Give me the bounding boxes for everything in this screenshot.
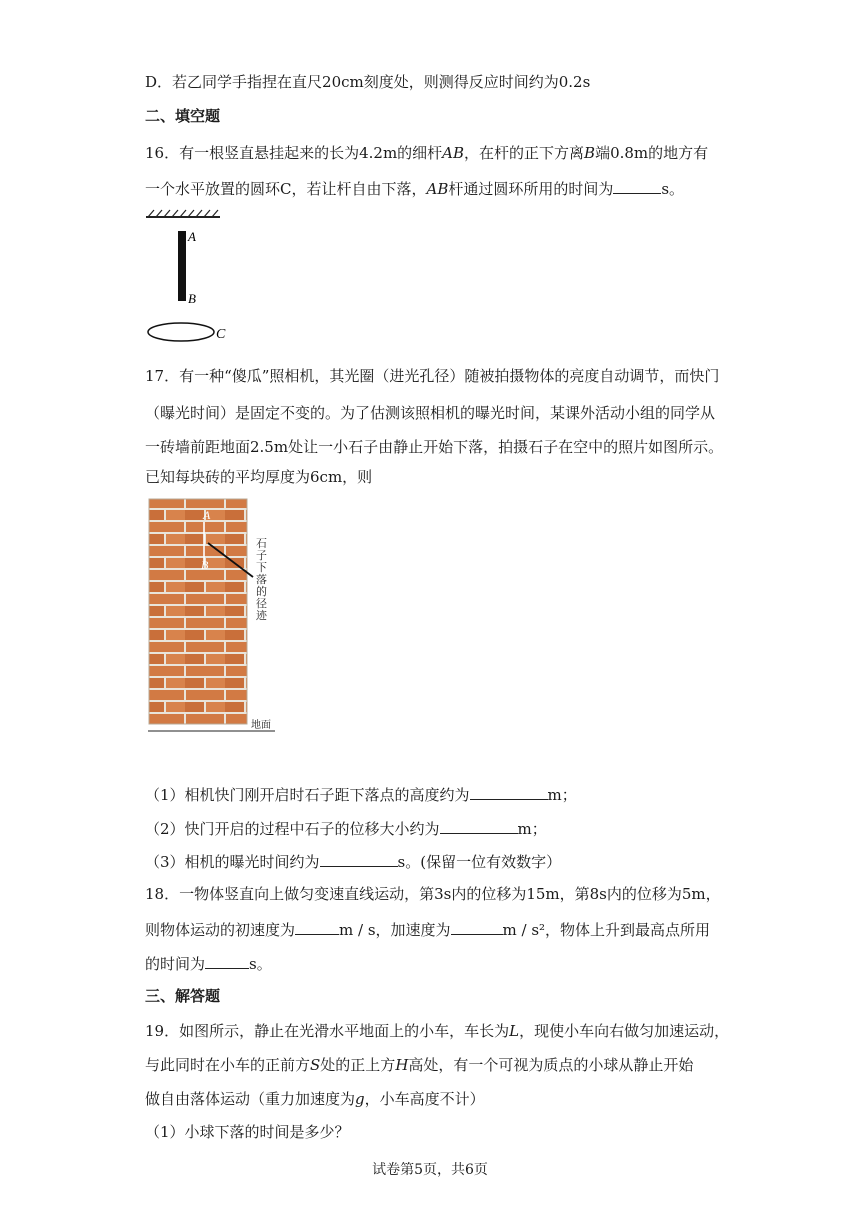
q17-sub-3 xyxy=(145,850,561,872)
label-c: C xyxy=(216,327,226,342)
q17-sub3-text: （3）相机的曝光时间约为 xyxy=(145,853,320,871)
section-heading-fill-in: 二、填空题 xyxy=(145,107,221,125)
q18-acceleration-blank[interactable] xyxy=(451,918,503,935)
q16-text: ，在杆的正下方离 xyxy=(464,144,585,162)
label-a: A xyxy=(188,229,196,244)
ring-c xyxy=(148,323,214,341)
q17-line-4: 已知每块砖的平均厚度为6cm，则 xyxy=(145,468,373,486)
q18-text: m / s，加速度为 xyxy=(339,921,451,939)
q17-sub1-blank[interactable] xyxy=(470,783,548,800)
q19-var-l: L xyxy=(509,1022,520,1040)
q18-line-3 xyxy=(145,952,272,974)
q16-text: 端0.8m的地方有 xyxy=(595,144,709,162)
q17-line-2: （曝光时间）是固定不变的。为了估测该照相机的曝光时间，某课外活动小组的同学从 xyxy=(145,404,716,422)
q17-sub3-unit: s。(保留一位有效数字） xyxy=(397,853,562,871)
q19-text: ，小车高度不计） xyxy=(364,1090,485,1108)
q19-var-g: g xyxy=(355,1090,365,1108)
q17-line-1: 17．有一种“傻瓜”照相机，其光圈（进光孔径）随被拍摄物体的亮度自动调节，而快门 xyxy=(145,367,720,385)
q19-var-s: S xyxy=(310,1056,321,1074)
q17-sub1-text: （1）相机快门刚开启时石子距下落点的高度约为 xyxy=(145,786,470,804)
rod-ab xyxy=(178,231,186,301)
q19-line-1 xyxy=(145,1021,729,1041)
q19-text: 与此同时在小车的正前方 xyxy=(145,1056,311,1074)
q17-sub2-text: （2）快门开启的过程中石子的位移大小约为 xyxy=(145,820,440,838)
q18-line-1: 18．一物体竖直向上做匀变速直线运动，第3s内的位移为15m，第8s内的位移为5m， xyxy=(145,885,721,903)
ground-label: 地面 xyxy=(251,720,271,731)
q16-line-2 xyxy=(145,177,684,199)
q18-text: m / s²，物体上升到最高点所用 xyxy=(502,921,711,939)
q17-line-3: 一砖墙前距地面2.5m处让一小石子由静止开始下落，拍摄石子在空中的照片如图所示。 xyxy=(145,438,724,456)
photo-label-a: A xyxy=(203,508,211,522)
q17-sub2-blank[interactable] xyxy=(440,817,518,834)
q19-text: 高处，有一个可视为质点的小球从静止开始 xyxy=(408,1056,694,1074)
photo-label-b: B xyxy=(201,558,209,572)
trace-caption: 石子下落的径迹 xyxy=(256,537,267,622)
q16-ab: AB xyxy=(442,144,465,162)
q16-unit: s。 xyxy=(661,180,685,198)
q16-b: B xyxy=(584,144,596,162)
q18-text: s。 xyxy=(249,955,272,973)
q18-line-2 xyxy=(145,918,710,940)
q19-text: 19．如图所示，静止在光滑水平地面上的小车，车长为 xyxy=(145,1022,510,1040)
q18-text: 的时间为 xyxy=(145,955,206,973)
q17-sub1-unit: m； xyxy=(547,786,577,804)
q16-text: 杆通过圆环所用的时间为 xyxy=(448,180,614,198)
q16-text: 16．有一根竖直悬挂起来的长为4.2m的细杆 xyxy=(145,144,443,162)
q17-sub2-unit: m； xyxy=(517,820,547,838)
section-heading-solve: 三、解答题 xyxy=(145,987,221,1005)
q19-line-2 xyxy=(145,1055,693,1075)
page-footer: 试卷第5页，共6页 xyxy=(372,1162,488,1178)
q18-text: 则物体运动的初速度为 xyxy=(145,921,296,939)
q16-ab: AB xyxy=(426,180,449,198)
q19-sub-1: （1）小球下落的时间是多少？ xyxy=(145,1123,350,1141)
q18-velocity-blank[interactable] xyxy=(295,918,339,935)
q19-var-h: H xyxy=(395,1056,409,1074)
q19-text: 处的正上方 xyxy=(320,1056,396,1074)
q15-option-d: D．若乙同学手指捏在直尺20cm刻度处，则测得反应时间约为0.2s xyxy=(145,73,591,91)
label-b: B xyxy=(188,291,196,306)
q16-text: 一个水平放置的圆环C，若让杆自由下落， xyxy=(145,180,427,198)
q16-line-1 xyxy=(145,143,708,163)
q17-sub-2 xyxy=(145,817,547,839)
q16-answer-blank[interactable] xyxy=(613,177,661,194)
q17-sub3-blank[interactable] xyxy=(320,850,398,867)
q19-text: 做自由落体运动（重力加速度为 xyxy=(145,1090,356,1108)
q19-line-3 xyxy=(145,1089,485,1109)
q17-sub-1 xyxy=(145,783,577,805)
q19-text: ，现使小车向右做匀加速运动， xyxy=(519,1022,730,1040)
q18-time-blank[interactable] xyxy=(205,952,249,969)
rod-ring-diagram xyxy=(140,205,250,345)
